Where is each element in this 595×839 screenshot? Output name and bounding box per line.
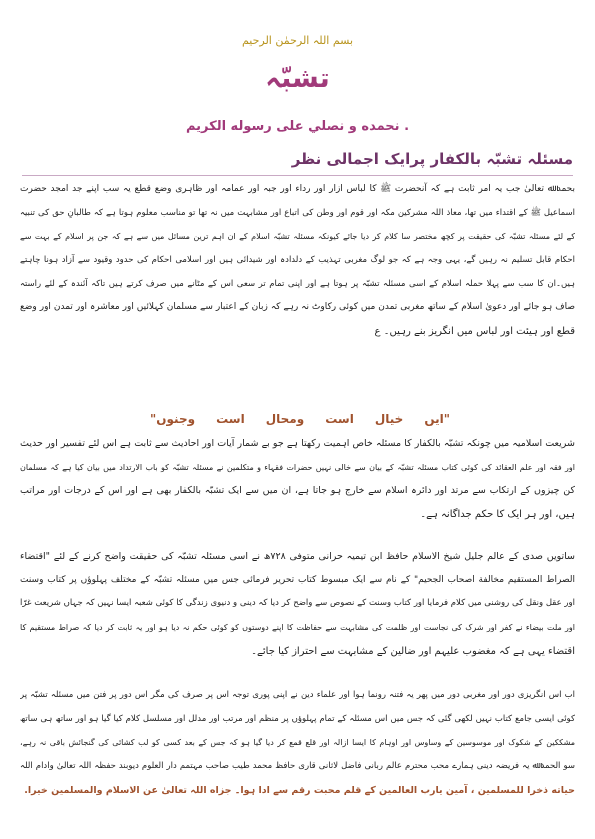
text-line: ہیں، اور ہر ایک کا حکم جداگانہ ہے۔ xyxy=(420,509,575,521)
text-line: اسماعیل ﷺ کے اقتداء میں تھا، معاذ اللہ مشرکین مکہ اور قوم اور وطن کی اتباع اور مشابہت میں نہ تھا تو مناسب معلوم ہوتا ہے کہ طالبانِ حق کی تنبیہ xyxy=(20,207,575,218)
paragraph-4 xyxy=(20,684,575,802)
couplet-word: خیال xyxy=(374,412,404,426)
text-line: قطع اور ہیئت اور لباس میں انگریز بنے رہیں۔ ع xyxy=(374,326,575,338)
text-line: مشککین کے شکوک اور موسوسین کے وساوس اور اوہام کا ایسا ازالہ اور قلع قمع کر دیا گیا ہو کہ جس کے بعد کسی کو لب کشائی کی گنجائش باقی نہ رہے، xyxy=(20,738,575,748)
text-line: سو الحمد ﷲ یہ فریضہ دینی ہمارے محب محترم عالم ربانی فاضل لاثانی قاری حافظ محمد طیب صاحب مہتمم دار العلوم دیوبند حفظہ اللہ تعالیٰ وادام اللہ xyxy=(20,761,575,772)
text-line: اقتضاء یہی ہے کہ مغضوب علیہم اور ضالین کے مشابہت سے احتراز کیا جائے۔ xyxy=(251,645,575,657)
paragraph-3 xyxy=(20,545,575,663)
text-line: صاف ہو جائے اور دعویٰ اسلام کے ساتھ مغربی تمدن میں کوئی رکاوٹ نہ رہے کہ زبان کے اعتبار سے مسلمان کہلائیں اور معاشرہ اور تمدن اور وضع xyxy=(20,302,575,313)
couplet-word: است xyxy=(216,412,245,426)
text-line: اب اس انگریزی دور اور مغربی دور میں پھر یہ فتنہ رونما ہوا اور علماء دین نے اپنی پوری توجہ اس پر صرف کی مگر اس دور پر فتن میں مسئلہ تشبّہ پر xyxy=(20,690,575,700)
text-line: کوئی ایسی جامع کتاب نہیں لکھی گئی کہ جس میں اس مسئلہ کے تمام پہلوؤں پر منظم اور مرتب اور مدلل اور مسلسل کلام کیا گیا ہو اور ساتھ ہی ساتھ xyxy=(20,713,575,724)
salutation: نحمده و نصلي على رسوله الكريم . xyxy=(185,119,410,134)
persian-couplet xyxy=(150,412,450,426)
text-line: الصراط المستقیم مخالفة اصحاب الجحیم" کے نام سے ایک مبسوط کتاب تحریر فرمائی جس میں مسئلہ تشبّہ کے مختلف پہلوؤں پر کتاب وسنت xyxy=(20,574,575,585)
page-title: تشبّہ xyxy=(265,63,330,94)
couplet-word: ومحال xyxy=(265,412,305,426)
basmala: بسم اللہ الرحمٰن الرحیم xyxy=(241,34,354,47)
text-line: بحمد ﷲ تعالیٰ جب یہ امر ثابت ہے کہ آنحضرت ﷺ کا لباس ازار اور رداء اور جبہ اور عمامہ اور ظاہری وضع قطع یہ سب اپنے جد امجد حضرت xyxy=(20,184,575,194)
couplet-word: وجنوں" xyxy=(150,412,196,426)
text-line: ساتویں صدی کے عالم جلیل شیخ الاسلام حافظ ابن تیمیہ حرانی متوفی ۷۲۸ھ نے اسی مسئلہ تشبّہ کی حقیقت واضح کرنے کے لئے "اقتضاء xyxy=(20,551,575,562)
text-line: اور فقہ اور علم العقائد کی کوئی کتاب مسئلہ تشبّہ کے بیان سے خالی نہیں حضرات فقہاء و متکلمین نے مسئلہ تشبّہ کو باب الارتداد میں بیان کیا ہے کہ مسلمان xyxy=(20,462,575,472)
heading-divider xyxy=(22,175,573,176)
section-heading: مسئلہ تشبّہ بالکفار پرایک اجمالی نظر xyxy=(291,150,573,168)
couplet-word: "ایں xyxy=(424,412,450,426)
text-line: شریعت اسلامیہ میں چونکہ تشبّہ بالکفار کا مسئلہ خاص اہمیت رکھتا ہے جو بے شمار آیات اور احادیث سے ثابت ہے اس لئے تفسیر اور حدیث xyxy=(20,438,575,449)
text-line: کن چیزوں کے ارتکاب سے مرتد اور دائرہ اسلام سے خارج ہو جاتا ہے، ان میں سے ایک تشبّہ بالکفار بھی ہے اور اس کے درجات اور مراتب xyxy=(20,485,575,497)
couplet-word: است xyxy=(325,412,354,426)
text-line: اور عقل ونقل کی روشنی میں کلام فرمایا اور کتاب وسنت کے نصوص سے واضح کر دیا کہ دینی و دنیوی زندگی کا کوئی شعبہ ایسا نہیں کہ جہاں شریعت غرّا xyxy=(20,598,575,609)
text-line: کے لئے مسئلہ تشبّہ کی حقیقت پر کچھ مختصر سا کلام کر دیا جائے کیونکہ مسئلہ تشبّہ اسلام کے ان اہم ترین مسائل میں سے ہے کہ جن پر اسلام کے بہت سے xyxy=(20,232,575,242)
text-line: احکام قابل تسلیم نہ رہیں گے، یہی وجہ ہے کہ جو لوگ مغربی تہذیب کے دلدادہ اور شیدائی ہیں اور اسلامی احکام کی حدود وقیود سے آزاد ہونا چاہتے xyxy=(20,255,575,266)
text-line: حیاته ذخرا للمسلمين ، آمین یارب العالمین کے قلم محبت رقم سے ادا ہوا۔ جزاه اللہ تعالیٰ عن الاسلام والمسلمین خیرا. xyxy=(24,784,575,796)
text-line: اور ملت بیضاء نے کفر اور شرک کی نجاست اور ظلمت کی مشابہت سے حفاظت کا اپنے دوستوں کو کوئی حکم نہ دیا ہو اور یہ ثابت کر دیا کہ صراط مستقیم کا xyxy=(20,623,575,633)
paragraph-1 xyxy=(20,178,575,344)
text-line: ہیں۔ان کا سب سے پہلا حملہ اسلام کے اسی مسئلہ تشبّہ پر ہوتا ہے اور اپنی تمام تر سعی اس کے مٹانے میں صرف کرتے ہیں تاکہ آئندہ کے لئے راستہ xyxy=(20,278,575,289)
paragraph-2 xyxy=(20,432,575,527)
